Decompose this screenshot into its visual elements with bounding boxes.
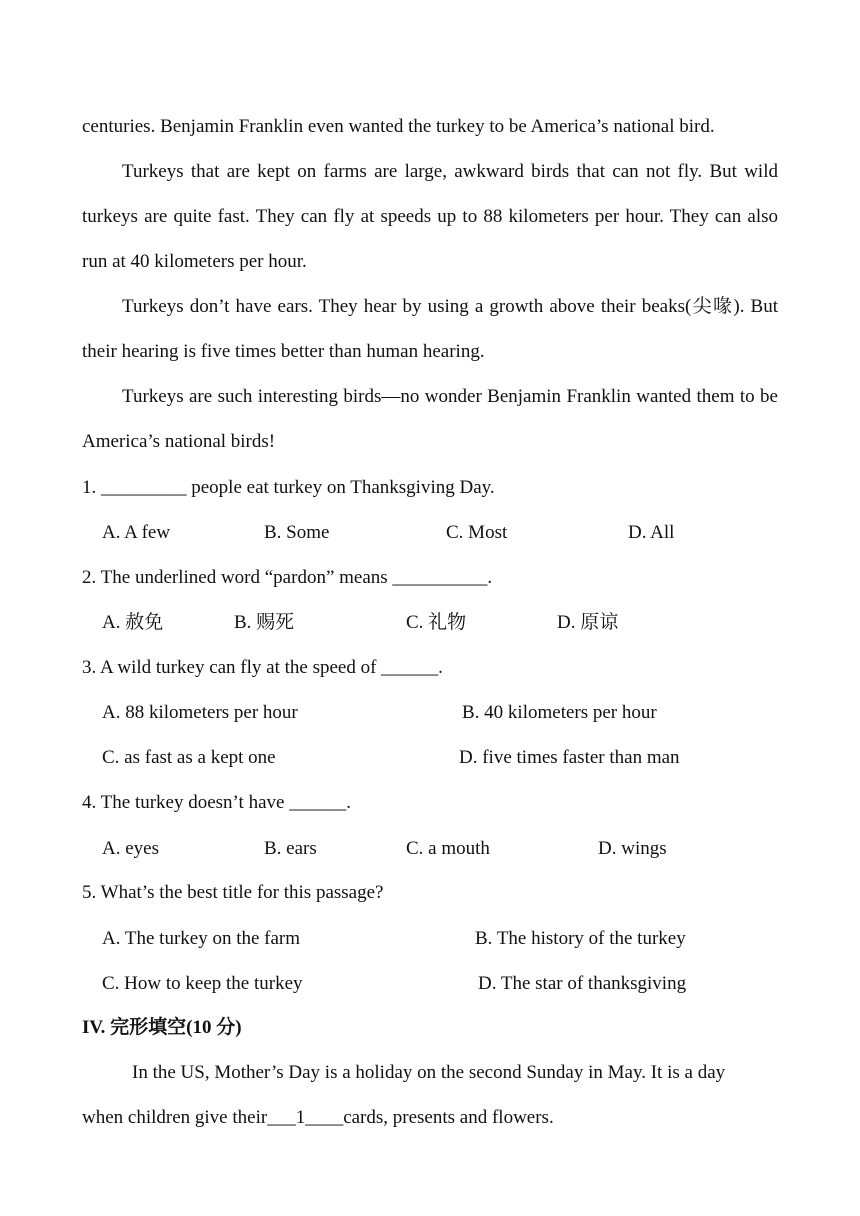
question-5-option-d: D. The star of thanksgiving	[478, 973, 687, 994]
question-1-option-b: B. Some	[264, 522, 330, 543]
question-4-option-b: B. ears	[264, 838, 317, 859]
section-4-paragraph-line-2	[82, 1106, 554, 1130]
question-1-option-a: A. A few	[102, 522, 171, 543]
question-1-stem: 1. _________ people eat turkey on Thanksgiving Day.	[82, 477, 495, 498]
question-3-option-b: B. 40 kilometers per hour	[462, 702, 657, 723]
question-5-stem: 5. What’s the best title for this passage?	[82, 882, 384, 903]
question-4-option-a: A. eyes	[102, 838, 159, 859]
passage-paragraph-2: Turkeys don’t have ears. They hear by using a growth above their beaks(尖喙). But their hearing is five times better than human hearing.	[82, 296, 778, 362]
question-5-option-b: B. The history of the turkey	[475, 928, 686, 949]
question-2-option-d: D. 原谅	[557, 612, 619, 633]
section-4-text-after-blank: cards, presents and flowers.	[343, 1107, 554, 1128]
question-5-option-a: A. The turkey on the farm	[102, 928, 301, 949]
blank-1: ___1____	[267, 1107, 344, 1128]
question-1-option-c: C. Most	[446, 522, 508, 543]
question-3-option-c: C. as fast as a kept one	[102, 747, 276, 768]
question-1-option-d: D. All	[628, 522, 675, 543]
passage-paragraph-0: centuries. Benjamin Franklin even wanted the turkey to be America’s national bird.	[82, 116, 715, 137]
question-2-option-c: C. 礼物	[406, 612, 467, 633]
section-4-paragraph-line-1: In the US, Mother’s Day is a holiday on the second Sunday in May. It is a day	[132, 1062, 726, 1083]
question-3-stem: 3. A wild turkey can fly at the speed of ______.	[82, 657, 443, 678]
question-2-option-b: B. 赐死	[234, 612, 295, 633]
question-4-stem: 4. The turkey doesn’t have ______.	[82, 792, 351, 813]
section-4-text-before-blank: when children give their	[82, 1107, 268, 1128]
question-2-stem: 2. The underlined word “pardon” means __________.	[82, 567, 493, 588]
question-4-option-c: C. a mouth	[406, 838, 490, 859]
passage-paragraph-3: Turkeys are such interesting birds—no wonder Benjamin Franklin wanted them to be America’s national birds!	[82, 386, 778, 452]
passage-paragraph-1: Turkeys that are kept on farms are large, awkward birds that can not fly. But wild turkeys are quite fast. They can fly at speeds up to 88 kilometers per hour. They can also run at 40 kilometers per hour.	[82, 161, 778, 272]
question-4-option-d: D. wings	[598, 838, 667, 859]
question-3-option-a: A. 88 kilometers per hour	[102, 702, 298, 723]
section-4-heading: IV. 完形填空(10 分)	[82, 1017, 242, 1038]
question-3-option-d: D. five times faster than man	[459, 747, 680, 768]
question-5-option-c: C. How to keep the turkey	[102, 973, 303, 994]
question-2-option-a: A. 赦免	[102, 612, 164, 633]
